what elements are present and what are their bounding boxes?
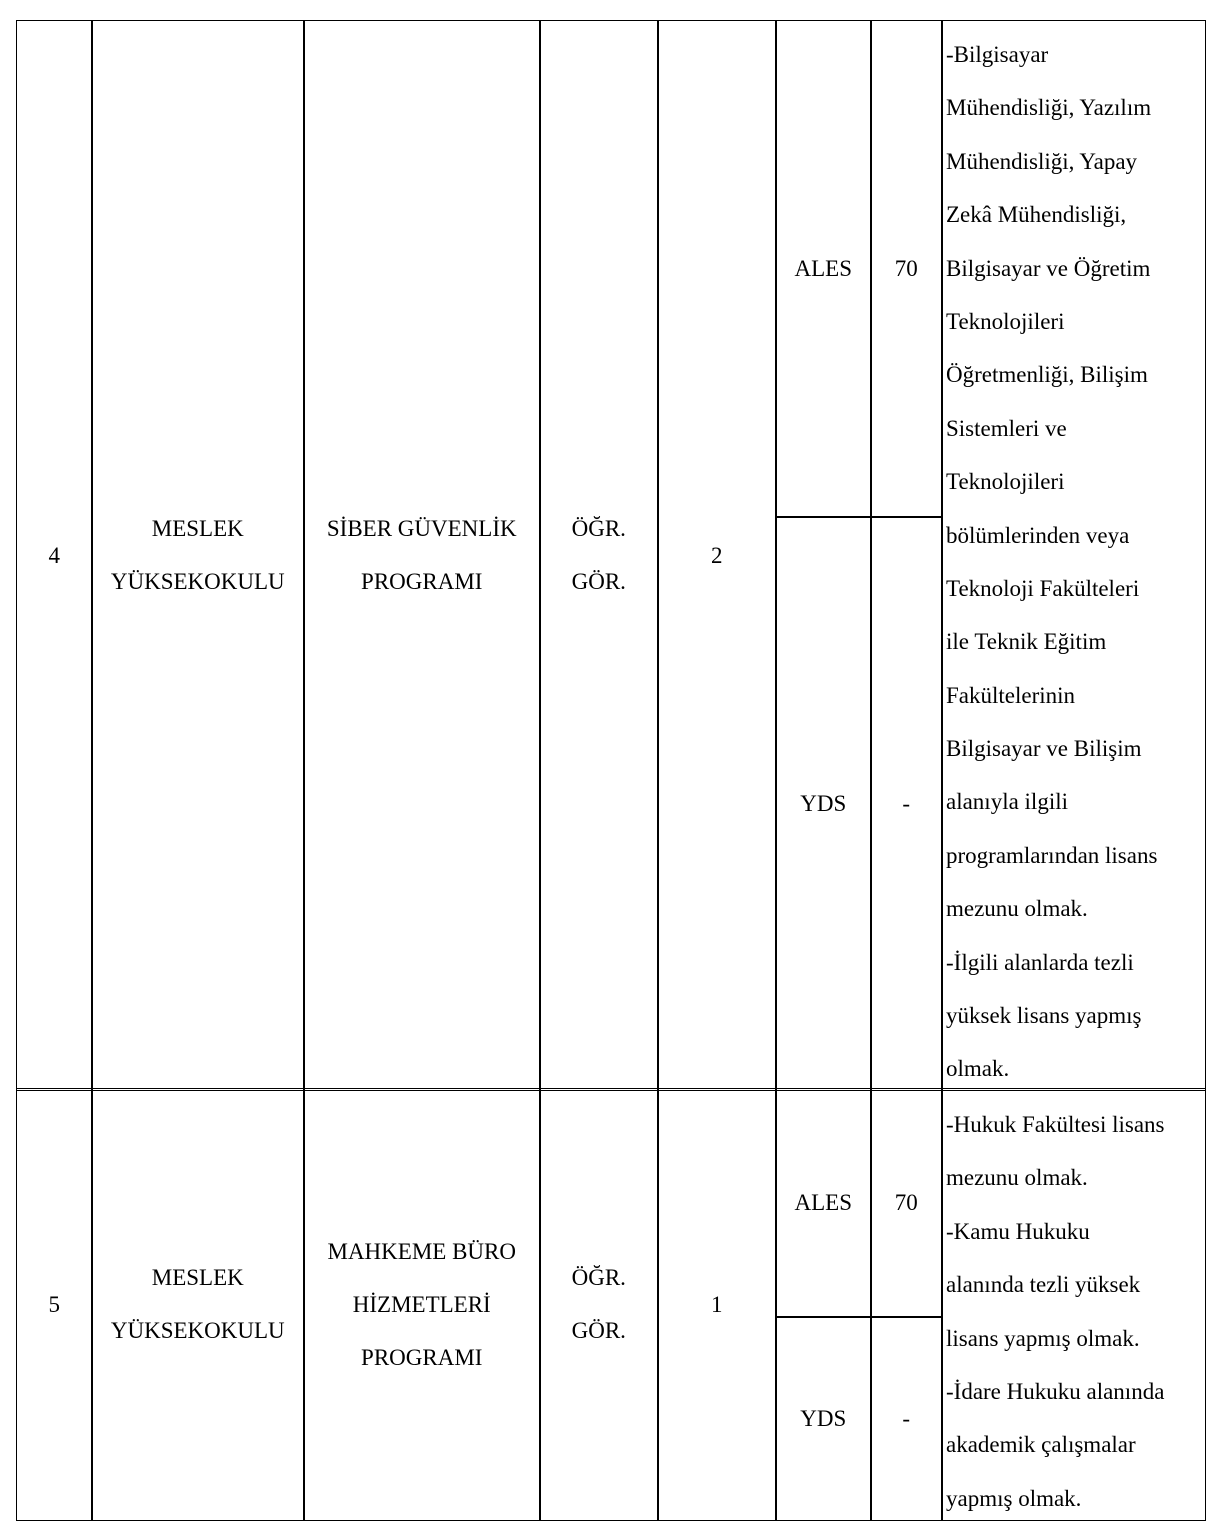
text-line: HİZMETLERİ — [352, 1291, 491, 1317]
requirements-text — [946, 28, 1157, 1096]
text-line: Teknolojileri — [946, 308, 1065, 334]
text-line: PROGRAMI — [361, 569, 483, 595]
text-line: 4 — [48, 542, 60, 568]
text-line: PROGRAMI — [361, 1344, 483, 1370]
text-line: YDS — [800, 1405, 847, 1431]
requirements — [941, 1088, 1206, 1521]
position-count — [657, 20, 777, 1091]
score-ales-text — [895, 242, 918, 295]
program-name-text — [328, 1225, 516, 1384]
row-number-text — [49, 1278, 61, 1331]
text-line: alanında tezli yüksek — [946, 1272, 1141, 1298]
text-line: 70 — [894, 256, 918, 282]
exam-yds-text — [800, 1392, 846, 1445]
requirements — [941, 20, 1206, 1091]
text-line: -Hukuk Fakültesi lisans — [946, 1112, 1165, 1137]
requirements-text — [946, 1098, 1165, 1525]
text-line: akademik çalışmalar — [946, 1432, 1136, 1458]
text-line: ile Teknik Eğitim — [946, 629, 1107, 655]
score-yds-text — [902, 777, 910, 830]
row-number — [16, 1088, 93, 1521]
text-line: -Bilgisayar — [946, 42, 1049, 67]
text-line: -İdare Hukuku alanında — [946, 1378, 1165, 1404]
unit-name — [91, 1088, 305, 1521]
text-line: - — [902, 790, 911, 816]
text-line: yüksek lisans yapmış — [946, 1003, 1142, 1029]
text-line: Bilgisayar ve Bilişim — [946, 736, 1142, 762]
text-line: ALES — [794, 1190, 852, 1216]
exam-ales-text — [795, 1176, 853, 1229]
text-line: 5 — [48, 1291, 60, 1317]
academic-title-text — [572, 502, 626, 608]
unit-name-text — [111, 502, 285, 608]
academic-title — [539, 1088, 659, 1521]
position-count-text — [711, 1278, 723, 1331]
text-line: MESLEK — [151, 516, 244, 542]
exam-yds-text — [800, 777, 846, 830]
text-line: -Kamu Hukuku — [946, 1218, 1090, 1244]
position-count-text — [711, 529, 723, 582]
text-line: programlarından lisans — [946, 842, 1158, 868]
text-line: mezunu olmak. — [946, 896, 1088, 922]
exam-ales-text — [795, 242, 853, 295]
text-line: Teknoloji Fakülteleri — [946, 575, 1140, 601]
exam-yds — [775, 516, 872, 1091]
academic-title-text — [572, 1251, 626, 1357]
text-line: YÜKSEKOKULU — [110, 1318, 285, 1344]
academic-title — [539, 20, 659, 1091]
text-line: GÖR. — [571, 569, 626, 595]
text-line: SİBER GÜVENLİK — [326, 516, 517, 542]
text-line: 70 — [894, 1190, 918, 1216]
text-line: olmak. — [946, 1056, 1010, 1082]
exam-ales — [775, 20, 872, 518]
text-line: Zekâ Mühendisliği, — [946, 202, 1127, 228]
program-name — [303, 20, 541, 1091]
text-line: alanıyla ilgili — [946, 789, 1068, 815]
text-line: Bilgisayar ve Öğretim — [946, 255, 1151, 281]
text-line: YÜKSEKOKULU — [110, 569, 285, 595]
text-line: yapmış olmak. — [946, 1485, 1082, 1511]
score-ales-text — [895, 1176, 918, 1229]
text-line: 1 — [711, 1291, 723, 1317]
unit-name-text — [111, 1251, 285, 1357]
position-count — [657, 1088, 777, 1521]
score-ales — [870, 20, 943, 518]
score-yds-text — [902, 1392, 910, 1445]
text-line: GÖR. — [571, 1318, 626, 1344]
text-line: ÖĞR. — [571, 1265, 626, 1291]
text-line: Teknolojileri — [946, 469, 1065, 495]
text-line: lisans yapmış olmak. — [946, 1325, 1140, 1351]
text-line: YDS — [800, 790, 847, 816]
score-yds — [870, 1316, 943, 1521]
program-name — [303, 1088, 541, 1521]
exam-ales — [775, 1088, 872, 1318]
text-line: Sistemleri ve — [946, 415, 1067, 441]
row-number — [16, 20, 93, 1091]
text-line: mezunu olmak. — [946, 1165, 1088, 1191]
text-line: Mühendisliği, Yapay — [946, 148, 1138, 174]
text-line: MAHKEME BÜRO — [327, 1238, 516, 1264]
text-line: ÖĞR. — [571, 516, 626, 542]
text-line: -İlgili alanlarda tezli — [946, 949, 1134, 975]
exam-yds — [775, 1316, 872, 1521]
score-ales — [870, 1088, 943, 1318]
text-line: bölümlerinden veya — [946, 522, 1130, 548]
text-line: MESLEK — [151, 1265, 244, 1291]
text-line: ALES — [794, 256, 852, 282]
text-line: - — [902, 1405, 911, 1431]
score-yds — [870, 516, 943, 1091]
text-line: 2 — [711, 542, 723, 568]
text-line: Mühendisliği, Yazılım — [946, 95, 1152, 121]
text-line: Fakültelerinin — [946, 682, 1076, 708]
program-name-text — [327, 502, 517, 608]
text-line: Öğretmenliği, Bilişim — [946, 362, 1148, 388]
unit-name — [91, 20, 305, 1091]
row-number-text — [49, 529, 61, 582]
